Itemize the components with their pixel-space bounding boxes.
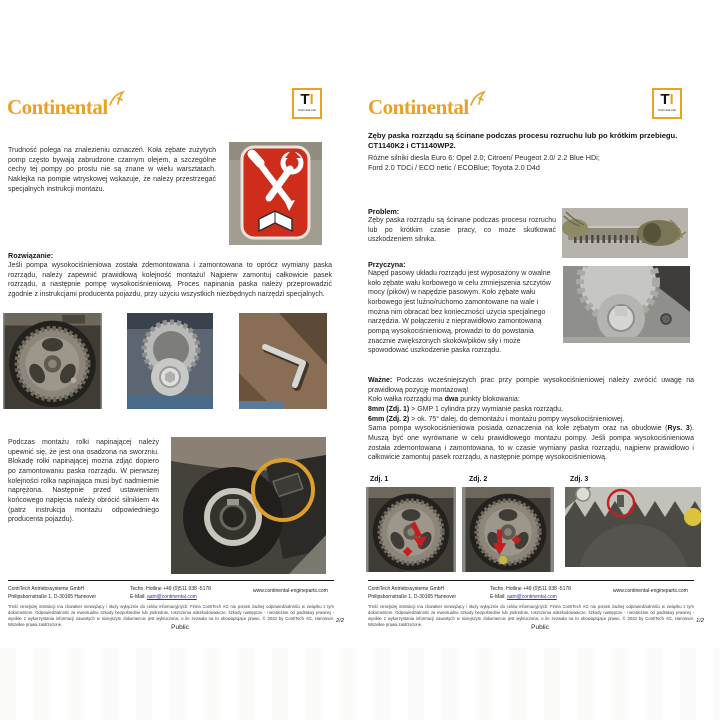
continental-wordmark: Continental <box>7 95 108 119</box>
page-number: 1/2 <box>696 618 705 624</box>
tensioner-roller-photo <box>171 437 326 574</box>
camshaft-sprocket-photo <box>3 313 102 409</box>
continental-logo <box>368 90 487 120</box>
fig2-label: Zdj. 2 <box>469 476 488 483</box>
classification-label: Public <box>531 624 549 631</box>
continental-wordmark: Continental <box>368 95 469 119</box>
sticker-photo <box>229 142 322 245</box>
footer-rule <box>368 580 694 581</box>
footer-legal: Treść niniejszej instrukcji ma charakter niewiążący i służy wyłącznie do celów informacyjnych. Firma ContiTech AG nie ponosi żadnej odpowiedzialności w związku z tym dokumentem. Odpowiedzialność za ewentualne szkody bezpośrednie lub pośrednie, roszczenia odszkodowawcze, szkody następcze - niezależnie od podstawy prawnej - wynikłe z wykorzystania informacji zawartych w niniejszym dokumencie jest wykluczona, o ile zezwala na to obowiązujące prawo. © 2022 by ContiTech AG, Hannover. Wszelkie prawa zastrzeżone. <box>368 604 694 628</box>
fig1-label: Zdj. 1 <box>370 476 389 483</box>
footer-contact: Techn. Hotline +49 (0)511 938 -5178 E-Mail: aam@continental.com <box>490 586 571 600</box>
ti-badge <box>292 88 322 119</box>
fig1-photo <box>366 487 456 572</box>
ti-letters: TI <box>660 91 674 108</box>
footer-contact: Techn. Hotline +49 (0)511 938 -5178 E-Mail: aam@continental.com <box>130 586 211 600</box>
pump-marking-paragraph: Sama pompa wysokociśnieniowa posiada oznaczenia na kole zębatym oraz na obudowie (Rys. 3). Muszą być one wyrównane w celu prawidłowego montażu pompy. Jeśli pompa wysokociśnieniowa została zdemontowana i zamontowana, to w czasie wymiany paska rozrządu, najpierw prawidłowo i całkowicie zamontuj pasek rozrządu, a następnie pompę wysokociśnieniową. <box>368 425 694 462</box>
pump-sprocket-photo <box>563 266 690 343</box>
intro-paragraph: Trudność polega na znalezieniu oznaczeń. Koła zębate zużytych pomp często bywają zabrudzone czarnym olejem, a szczególne cechy tej pompy po prostu nie są znane w wielu warsztatach. Naklejka na pompie wtryskowej wskazuje, że należy przestrzegać specjalnych instrukcji montażu. <box>8 147 216 193</box>
damaged-belt-photo <box>562 208 688 258</box>
continental-logo <box>7 90 126 120</box>
ti-letters: TI <box>300 91 314 108</box>
continental-horse-icon <box>469 90 487 108</box>
footer-website: www.continental-engineparts.com <box>253 588 328 594</box>
footer-rule <box>8 580 334 581</box>
important-block <box>368 376 694 463</box>
solution-paragraph: Jeśli pompa wysokociśnieniowa została zdemontowana i zamontowana to oprócz wymiany paska rozrządu, należy zapewnić prawidłową kolejność montażu! Najpierw zamontuj całkowicie pasek rozrządu, a następnie pompę wysokociśnieniową. Proces napinania paska należy przeprowadzić zgodnie z instrukcjami producenta pojazdu, przy użyciu wszystkich niezbędnych narzędzi specjalnych. <box>8 262 332 298</box>
ti-badge <box>652 88 682 119</box>
classification-label: Public <box>171 624 189 631</box>
ti-caption: Technical Info <box>297 108 317 112</box>
warning-sticker-icon <box>229 142 322 245</box>
cause-heading: Przyczyna: <box>368 260 406 269</box>
email-link[interactable]: aam@continental.com <box>146 593 197 600</box>
important-intro: Ważne: Podczas wcześniejszych prac przy pompie wysokociśnieniowej należy zwrócić uwagę na prawidłową pozycję montażową! <box>368 377 694 394</box>
crankshaft-sprocket-photo <box>127 313 213 409</box>
page-number: 2/2 <box>336 618 345 624</box>
lock-points-line: Koło wałka rozrządu ma dwa punkty blokowania: <box>368 396 520 404</box>
page-right <box>360 0 720 720</box>
problem-paragraph: Zęby paska rozrządu są ścinane podczas procesu rozruchu lub po krótkim czasie pracy, co może skutkować uszkodzeniem silnika. <box>368 217 556 244</box>
tensioner-paragraph: Podczas montażu rolki napinającej należy upewnić się, że jest ona osadzona na sworzniu. Blokadę rolki napinającej można zdjąć dopiero po zamontowaniu paska rozrządu. W pierwszej kolejności rolka napinająca musi być nadmiernie naprężona. Następnie przed ustawieniem końcowego napięcia należy obrócić silnikiem 4x (patrz instrukcja montażu odpowiedniego producenta pojazdu). <box>8 439 159 524</box>
solution-heading: Rozwiązanie: <box>8 251 54 260</box>
engine-list: Różne silniki diesla Euro 6: Opel 2.0; Citroen/ Peugeot 2.0/ 2.2 Blue HDi; Ford 2.0 TDCi / ECO netic / ECOBlue; Toyota 2.0 D4d <box>368 153 600 172</box>
fig2-photo <box>462 487 554 572</box>
lock-point-2: 6mm (Zdj. 2) > ok. 75° dalej, do demontażu i montażu pompy wysokociśnieniowej. <box>368 415 625 423</box>
scan-artifact-stripes <box>0 648 720 720</box>
footer-company: ContiTech Antriebssysteme GmbH Philipsbornstraße 1, D-30165 Hannover <box>8 586 97 600</box>
footer-legal: Treść niniejszej instrukcji ma charakter niewiążący i służy wyłącznie do celów informacyjnych. Firma ContiTech AG nie ponosi żadnej odpowiedzialności w związku z tym dokumentem. Odpowiedzialność za ewentualne szkody bezpośrednie lub pośrednie, roszczenia odszkodowawcze, szkody następcze - niezależnie od podstawy prawnej - wynikłe z wykorzystania informacji zawartych w niniejszym dokumencie jest wykluczona, o ile zezwala na to obowiązujące prawo. © 2022 by ContiTech AG, Hannover. Wszelkie prawa zastrzeżone. <box>8 604 334 628</box>
footer-website: www.continental-engineparts.com <box>613 588 688 594</box>
cause-paragraph: Napęd pasowy układu rozrządu jest wyposażony w owalne koło zębate wału korbowego w celu zmniejszenia szczytów mocy (pików) w napędzie pasowym. Koło zębate wału korbowego jest luźno/ruchomo zamontowane na wale i można nim obracać bez konieczności użycia specjalnego narzędzia. W połączeniu z nieprawidłowo zamontowaną pompą wysokociśnieniową, prowadzi to do powstania znacznie zwiększonych skoków/pików siły i może spowodować uszkodzenie paska rozrządu. <box>368 270 551 355</box>
problem-heading: Problem: <box>368 207 400 216</box>
bulletin-title: Zęby paska rozrządu są ścinane podczas procesu rozruchu lub po krótkim przebiegu. CT1140K2 i CT1140WP2. <box>368 131 678 151</box>
footer-company: ContiTech Antriebssysteme GmbH Philipsbornstraße 1, D-30165 Hannover <box>368 586 457 600</box>
lock-point-1: 8mm (Zdj. 1) > GMP 1 cylindra przy wymianie paska rozrządu, <box>368 405 563 413</box>
continental-horse-icon <box>108 90 126 108</box>
email-link[interactable]: aam@continental.com <box>506 593 557 600</box>
fig3-label: Zdj. 3 <box>570 476 589 483</box>
locking-pin-photo <box>239 313 327 409</box>
fig3-photo <box>565 487 701 567</box>
ti-caption: Technical Info <box>657 108 677 112</box>
